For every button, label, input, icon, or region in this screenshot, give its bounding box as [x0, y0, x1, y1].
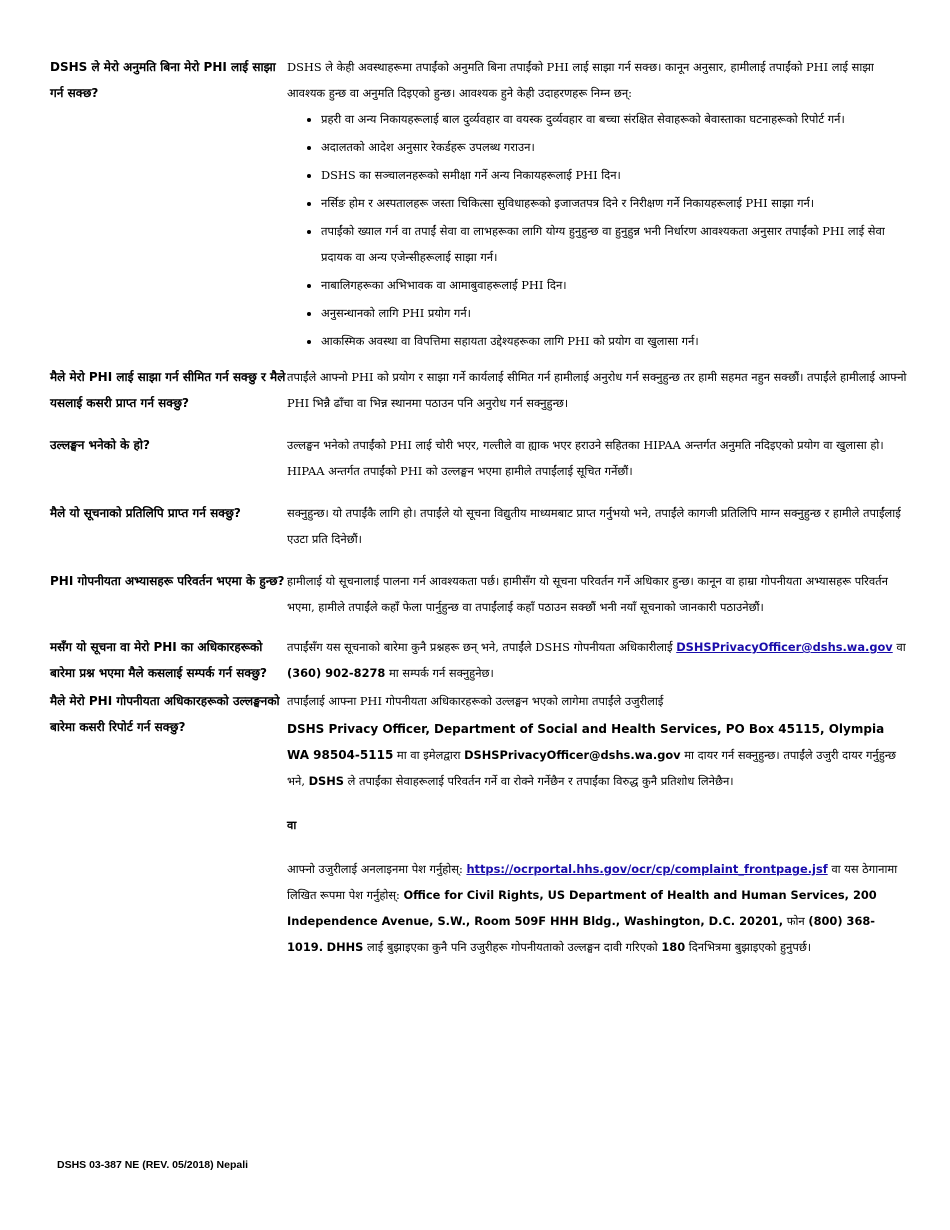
- document-body: [50, 54, 910, 960]
- report-mid2: मा दायर गर्न सक्नुहुन्छ। तपाईंले उजुरी दायर गर्नुहुन्छ भने,: [287, 748, 897, 788]
- question: मैले मेरो PHI लाई साझा गर्न सीमित गर्न सक्छु र मैले यसलाई कसरी प्राप्त गर्न सक्छु?: [50, 370, 286, 410]
- list-item: • अदालतको आदेश अनुसार रेकर्डहरू उपलब्ध गराउन।: [321, 134, 910, 160]
- list-item: • तपाईंको ख्याल गर्न वा तपाईं सेवा वा लाभहरूका लागि योग्य हुनुहुन्छ वा हुनुहुन्न भनी निर्धारण आवश्यकता अनुसार तपाईंको PHI लाई सेवा प्रदायक वा अन्य एजेन्सीहरूलाई साझा गर्न।: [321, 218, 910, 270]
- answer: [287, 634, 910, 686]
- ocr-address: Office for Civil Rights, US Department of Health and Human Services, 200 Independence Avenue, S.W., Room 509F HHH Bldg., Washington, D.C. 20201,: [287, 888, 877, 928]
- list-item: • प्रहरी वा अन्य निकायहरूलाई बाल दुर्व्यवहार वा वयस्क दुर्व्यवहार वा बच्चा संरक्षित सेवाहरूको बेवास्ताका घटनाहरूको रिपोर्ट गर्न।: [321, 106, 910, 132]
- answer: सक्नुहुन्छ। यो तपाईंकै लागि हो। तपाईंले यो सूचना विद्युतीय माध्यमबाट प्राप्त गर्नुभयो भने, तपाईंले कागजी प्रतिलिपि माग्न सक्नुहुन्छ र हामीले तपाईंलाई एउटा प्रति दिनेछौं।: [287, 506, 901, 546]
- question: मैले यो सूचनाको प्रतिलिपि प्राप्त गर्न सक्छु?: [50, 506, 241, 520]
- report-dshs: DSHS: [308, 774, 344, 788]
- answer: उल्लङ्घन भनेको तपाईंको PHI लाई चोरी भएर, गल्तीले वा ह्याक भएर हराउने सहितका HIPAA अन्तर्गत अनुमति नदिइएको प्रयोग वा खुलासा हो। HIPAA अन्तर्गत तपाईंको PHI को उल्लङ्घन भएमा हामीले तपाईंलाई सूचित गर्नेछौं।: [287, 438, 884, 478]
- question: उल्लङ्घन भनेको के हो?: [50, 438, 150, 452]
- phone-label: फोन: [786, 914, 805, 928]
- ocr-phone: (800) 368-1019.: [287, 914, 876, 954]
- answer: [287, 54, 910, 356]
- list-item: • DSHS का सञ्चालनहरूको समीक्षा गर्ने अन्य निकायहरूलाई PHI दिन।: [321, 162, 910, 188]
- report-or: वा: [287, 818, 297, 832]
- report-email: DSHSPrivacyOfficer@dshs.wa.gov: [464, 748, 681, 762]
- list-item: • आकस्मिक अवस्था वा विपत्तिमा सहायता उद्देश्यहरूका लागि PHI को प्रयोग वा खुलासा गर्न।: [321, 328, 910, 354]
- section-limit-sharing: [50, 364, 910, 416]
- ocr-portal-link[interactable]: https://ocrportal.hhs.gov/ocr/cp/complaint_frontpage.jsf: [466, 862, 828, 876]
- list-item: • नर्सिङ होम र अस्पतालहरू जस्ता चिकित्सा सुविधाहरूको इजाजतपत्र दिने र निरीक्षण गर्ने निकायहरूलाई PHI साझा गर्न।: [321, 190, 910, 216]
- contact-end: मा सम्पर्क गर्न सक्नुहुनेछ।: [389, 666, 494, 680]
- report-intro: तपाईंलाई आफ्ना PHI गोपनीयता अधिकारहरूको उल्लङ्घन भएको लागेमा तपाईंले उजुरीलाई: [287, 694, 664, 708]
- list-item: • अनुसन्धानको लागि PHI प्रयोग गर्न।: [321, 300, 910, 326]
- answer-intro: DSHS ले केही अवस्थाहरूमा तपाईंको अनुमति बिना तपाईंको PHI लाई साझा गर्न सक्छ। कानून अनुसार, हामीलाई तपाईंको PHI लाई साझा आवश्यक हुन्छ वा अनुमति दिइएको हुन्छ। आवश्यक हुने केही उदाहरणहरू निम्न छन्:: [287, 60, 874, 100]
- question: मसँग यो सूचना वा मेरो PHI का अधिकारहरूको बारेमा प्रश्न भएमा मैले कसलाई सम्पर्क गर्न सक्छु?: [50, 640, 268, 680]
- online-after: वा यस ठेगानामा लिखित रूपमा पेश गर्नुहोस्:: [287, 862, 898, 902]
- privacy-officer-email-link[interactable]: DSHSPrivacyOfficer@dshs.wa.gov: [676, 640, 893, 654]
- section-report-violation: [50, 688, 910, 960]
- dhhs-label: DHHS: [326, 940, 364, 954]
- section-paper-copy: [50, 500, 910, 552]
- answer: तपाईंले आफ्नो PHI को प्रयोग र साझा गर्ने कार्यलाई सीमित गर्न हामीलाई अनुरोध गर्न सक्नुहुन्छ तर हामी सहमत नहुन सक्छौं। तपाईंले हामीलाई आफ्नो PHI भिन्नै ढाँचा वा भिन्न स्थानमा पठाउन पनि अनुरोध गर्न सक्नुहुन्छ।: [287, 370, 907, 410]
- section-share-without-consent: [50, 54, 910, 356]
- examples-list: [287, 106, 910, 354]
- section-practice-change: [50, 568, 910, 620]
- days-count: 180: [661, 940, 686, 954]
- report-online: [287, 856, 910, 960]
- section-breach: [50, 432, 910, 484]
- final-text-b: दिनभित्रमा बुझाइएको हुनुपर्छ।: [688, 940, 812, 954]
- form-footer: DSHS 03-387 NE (REV. 05/2018) Nepali: [57, 1159, 249, 1171]
- report-end: ले तपाईंका सेवाहरूलाई परिवर्तन गर्ने वा रोक्ने गर्नेछैन र तपाईंका विरुद्ध कुनै प्रतिशोध लिनेछैन।: [347, 774, 734, 788]
- report-mail: [287, 716, 910, 794]
- question: PHI गोपनीयता अभ्यासहरू परिवर्तन भएमा के हुन्छ?: [50, 574, 285, 588]
- report-mid: मा वा इमेलद्वारा: [396, 748, 461, 762]
- final-text-a: लाई बुझाइएका कुनै पनि उजुरीहरू गोपनीयताको उल्लङ्घन दावी गरिएको: [367, 940, 658, 954]
- privacy-officer-phone: (360) 902-8278: [287, 666, 386, 680]
- privacy-officer-address: DSHS Privacy Officer, Department of Social and Health Services, PO Box 45115, Olympia WA 98504-5115: [287, 722, 885, 762]
- answer: हामीलाई यो सूचनालाई पालना गर्न आवश्यकता पर्छ। हामीसँग यो सूचना परिवर्तन गर्ने अधिकार हुन्छ। कानून वा हाम्रा गोपनीयता अभ्यासहरू परिवर्तन भएमा, हामीले तपाईंले कहाँ फेला पार्नुहुन्छ वा तपाईंलाई कहाँ पठाउन सक्छौं भनी नयाँ सूचनाको जानकारी पठाउनेछौं।: [287, 574, 888, 614]
- answer: [287, 688, 910, 960]
- question: मैले मेरो PHI गोपनीयता अधिकारहरूको उल्लङ्घनको बारेमा कसरी रिपोर्ट गर्न सक्छु?: [50, 694, 280, 734]
- contact-text: तपाईंसँग यस सूचनाको बारेमा कुनै प्रश्नहरू छन् भने, तपाईंले DSHS गोपनीयता अधिकारीलाई: [287, 640, 673, 654]
- question: DSHS ले मेरो अनुमति बिना मेरो PHI लाई साझा गर्न सक्छ?: [50, 60, 276, 100]
- section-questions-contact: [50, 634, 910, 686]
- online-before: आफ्नो उजुरीलाई अनलाइनमा पेश गर्नुहोस्:: [287, 862, 463, 876]
- list-item: • नाबालिगहरूका अभिभावक वा आमाबुवाहरूलाई PHI दिन।: [321, 272, 910, 298]
- contact-or: वा: [896, 640, 906, 654]
